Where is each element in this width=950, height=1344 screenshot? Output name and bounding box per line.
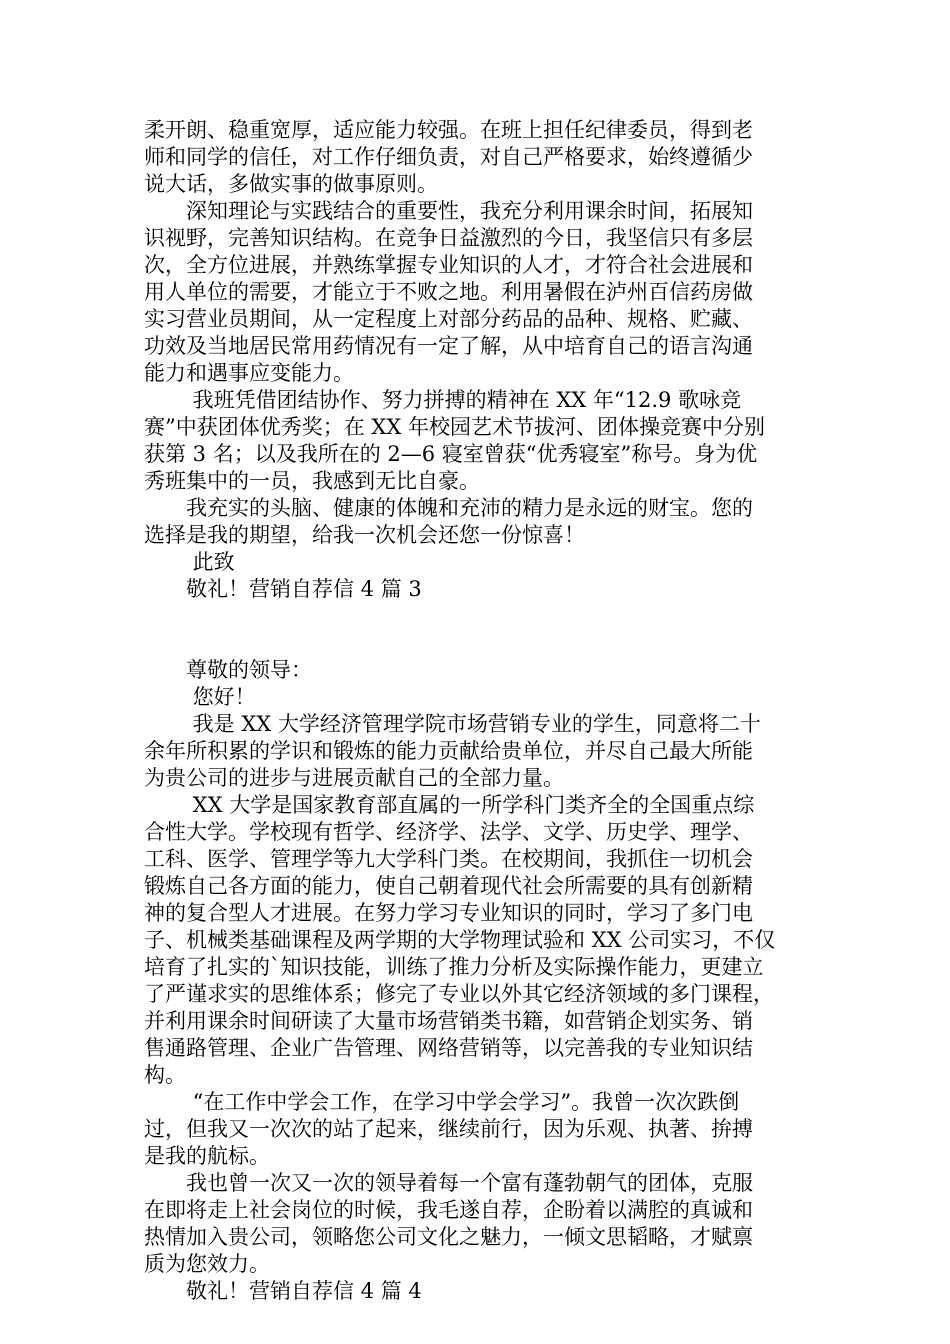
text-line: 我是 XX 大学经济管理学院市场营销专业的学生，同意将二十: [144, 712, 761, 736]
text-line: 子、机械类基础课程及两学期的大学物理试验和 XX 公司实习，不仅: [144, 928, 776, 952]
text-line: 能力和遇事应变能力。: [144, 361, 354, 385]
text-line: 在即将走上社会岗位的时候，我毛遂自荐，企盼着以满腔的真诚和: [144, 1198, 753, 1222]
text-line: 是我的航标。: [144, 1144, 270, 1168]
text-line: 合性大学。学校现有哲学、经济学、法学、文学、历史学、理学、: [144, 820, 753, 844]
text-line: 工科、医学、管理学等九大学科门类。在校期间，我抓住一切机会: [144, 847, 753, 871]
text-line: 神的复合型人才进展。在努力学习专业知识的同时，学习了多门电: [144, 901, 753, 925]
text-line: 我充实的头脑、健康的体魄和充沛的精力是永远的财宝。您的: [144, 496, 753, 520]
text-line: 并利用课余时间研读了大量市场营销类书籍，如营销企划实务、销: [144, 1009, 753, 1033]
text-line: 敬礼！营销自荐信 4 篇 3: [144, 577, 422, 601]
text-line: 为贵公司的进步与进展贡献自己的全部力量。: [144, 766, 564, 790]
text-line: 了严谨求实的思维体系；修完了专业以外其它经济领域的多门课程，: [144, 982, 774, 1006]
text-line: 此致: [144, 550, 235, 574]
text-line: 我班凭借团结协作、努力拼搏的精神在 XX 年“12.9 歌咏竞: [144, 388, 742, 412]
document-section-2: [144, 657, 812, 1305]
document-page: [144, 117, 812, 1305]
text-line: 用人单位的需要，才能立于不败之地。利用暑假在泸州百信药房做: [144, 280, 753, 304]
text-line: 秀班集中的一员，我感到无比自豪。: [144, 469, 480, 493]
text-line: 柔开朗、稳重宽厚，适应能力较强。在班上担任纪律委员，得到老: [144, 118, 753, 142]
text-line: 敬礼！营销自荐信 4 篇 4: [144, 1279, 422, 1303]
blank-line: [144, 630, 812, 657]
text-line: 深知理论与实践结合的重要性，我充分利用课余时间，拓展知: [144, 199, 753, 223]
text-line: “在工作中学会工作，在学习中学会学习”。我曾一次次跌倒: [144, 1090, 740, 1114]
text-line: 您好！: [144, 685, 256, 709]
text-line: 赛”中获团体优秀奖；在 XX 年校园艺术节拔河、团体操竞赛中分别: [144, 415, 765, 439]
text-line: 热情加入贵公司，领略您公司文化之魅力，一倾文思韬略，才赋禀: [144, 1225, 753, 1249]
text-line: 说大话，多做实事的做事原则。: [144, 172, 438, 196]
text-line: 售通路管理、企业广告管理、网络营销等，以完善我的专业知识结: [144, 1036, 753, 1060]
text-line: 实习营业员期间，从一定程度上对部分药品的品种、规格、贮藏、: [144, 307, 753, 331]
text-line: 师和同学的信任，对工作仔细负责，对自己严格要求，始终遵循少: [144, 145, 753, 169]
text-line: 余年所积累的学识和锻炼的能力贡献给贵单位，并尽自己最大所能: [144, 739, 753, 763]
text-line: 质为您效力。: [144, 1252, 270, 1276]
text-line: 构。: [144, 1063, 186, 1087]
text-line: 获第 3 名；以及我所在的 2—6 寝室曾获“优秀寝室”称号。身为优: [144, 442, 758, 466]
text-line: 次，全方位进展，并熟练掌握专业知识的人才，才符合社会进展和: [144, 253, 753, 277]
text-line: 过，但我又一次次的站了起来，继续前行，因为乐观、执著、拚搏: [144, 1117, 753, 1141]
text-line: 功效及当地居民常用药情况有一定了解，从中培育自己的语言沟通: [144, 334, 753, 358]
document-section-1: [144, 117, 812, 603]
blank-line: [144, 603, 812, 630]
text-line: 锻炼自己各方面的能力，使自己朝着现代社会所需要的具有创新精: [144, 874, 753, 898]
text-line: 识视野，完善知识结构。在竞争日益激烈的今日，我坚信只有多层: [144, 226, 753, 250]
text-line: XX 大学是国家教育部直属的一所学科门类齐全的全国重点综: [144, 793, 755, 817]
text-line: 尊敬的领导：: [144, 658, 312, 682]
text-line: 选择是我的期望，给我一次机会还您一份惊喜！: [144, 523, 585, 547]
text-line: 培育了扎实的`知识技能，训练了推力分析及实际操作能力，更建立: [144, 955, 764, 979]
text-line: 我也曾一次又一次的领导着每一个富有蓬勃朝气的团体，克服: [144, 1171, 753, 1195]
